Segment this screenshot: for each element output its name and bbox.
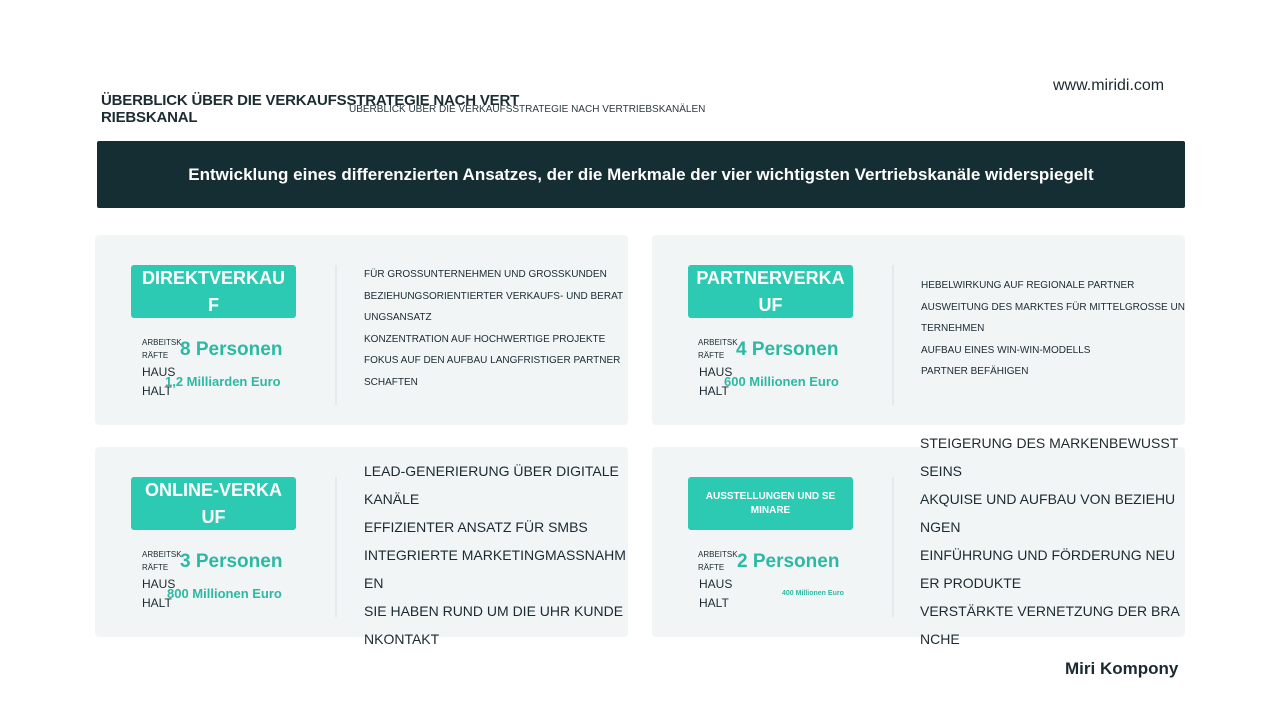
budget-label: HAUSHALT [142, 365, 176, 398]
channel-points [921, 275, 1185, 383]
list-item: VERSTÄRKTE VERNETZUNG DER BRANCHE [920, 603, 1180, 647]
list-item: SIE HABEN RUND UM DIE UHR KUNDENKONTAKT [364, 603, 624, 647]
summary-banner-text: Entwicklung eines differenzierten Ansatzes, der die Merkmale der vier wichtigsten Vertriebskanäle widerspiegelt [188, 164, 1094, 184]
channel-points [364, 457, 626, 653]
list-item: BEZIEHUNGSORIENTIERTER VERKAUFS- UND BERATUNGSANSATZ [364, 290, 624, 323]
page-subtitle: ÜBERBLICK ÜBER DIE VERKAUFSSTRATEGIE NACH VERTRIEBSKANÄLEN [349, 104, 706, 115]
list-item: AKQUISE UND AUFBAU VON BEZIEHUNGEN [920, 491, 1176, 535]
channel-card-partner [652, 235, 1185, 425]
channel-points [364, 264, 626, 393]
fte-value: 3 Personen [180, 551, 283, 572]
list-item: STEIGERUNG DES MARKENBEWUSSTSEINS [920, 435, 1179, 479]
channel-badge: DIREKTVERKAUF [131, 265, 296, 318]
budget-value: 400 Millionen Euro [782, 590, 844, 597]
card-divider [335, 477, 337, 617]
list-item: EFFIZIENTER ANSATZ FÜR SMBS [364, 519, 588, 535]
list-item: EINFÜHRUNG UND FÖRDERUNG NEUER PRODUKTE [920, 547, 1176, 591]
summary-banner [97, 141, 1185, 208]
fte-value: 8 Personen [180, 339, 283, 360]
list-item: LEAD-GENERIERUNG ÜBER DIGITALE KANÄLE [364, 463, 619, 507]
fte-label: ARBEITSKRÄFTE [698, 550, 738, 572]
page-title: ÜBERBLICK ÜBER DIE VERKAUFSSTRATEGIE NACH VERTRIEBSKANAL [101, 92, 520, 126]
list-item: AUSWEITUNG DES MARKTES FÜR MITTELGROSSE UNTERNEHMEN [921, 301, 1185, 334]
channel-card-direct [95, 235, 628, 425]
budget-label: HAUSHALT [699, 577, 733, 610]
fte-value: 4 Personen [736, 339, 839, 360]
budget-label: HAUSHALT [142, 577, 176, 610]
website-link[interactable]: www.miridi.com [1053, 77, 1165, 94]
list-item: INTEGRIERTE MARKETINGMASSNAHMEN [364, 547, 626, 591]
channel-badge: AUSSTELLUNGEN UND SEMINARE [688, 477, 853, 530]
company-name: Miri Kompony [1065, 659, 1179, 678]
channel-card-online [95, 447, 628, 647]
budget-label: HAUSHALT [699, 365, 733, 398]
channel-badge: ONLINE-VERKAUF [131, 477, 296, 530]
budget-value: 600 Millionen Euro [724, 374, 839, 389]
channel-points-events [920, 429, 1182, 653]
fte-value: 2 Personen [737, 551, 840, 572]
budget-value: 1,2 Milliarden Euro [165, 374, 281, 389]
budget-value: 800 Millionen Euro [167, 586, 282, 601]
card-divider [335, 265, 337, 405]
list-item: AUFBAU EINES WIN-WIN-MODELLS [921, 344, 1091, 356]
list-item: PARTNER BEFÄHIGEN [921, 366, 1029, 377]
list-item: KONZENTRATION AUF HOCHWERTIGE PROJEKTE [364, 333, 606, 345]
list-item: FOKUS AUF DEN AUFBAU LANGFRISTIGER PARTNERSCHAFTEN [364, 355, 621, 388]
fte-label: ARBEITSKRÄFTE [698, 338, 738, 360]
list-item: FÜR GROSSUNTERNEHMEN UND GROSSKUNDEN [364, 269, 607, 280]
fte-label: ARBEITSKRÄFTE [142, 550, 182, 572]
card-divider [892, 265, 894, 405]
card-divider [892, 477, 894, 617]
list-item: HEBELWIRKUNG AUF REGIONALE PARTNER [921, 280, 1135, 291]
channel-badge: PARTNERVERKAUF [688, 265, 853, 318]
fte-label: ARBEITSKRÄFTE [142, 338, 182, 360]
